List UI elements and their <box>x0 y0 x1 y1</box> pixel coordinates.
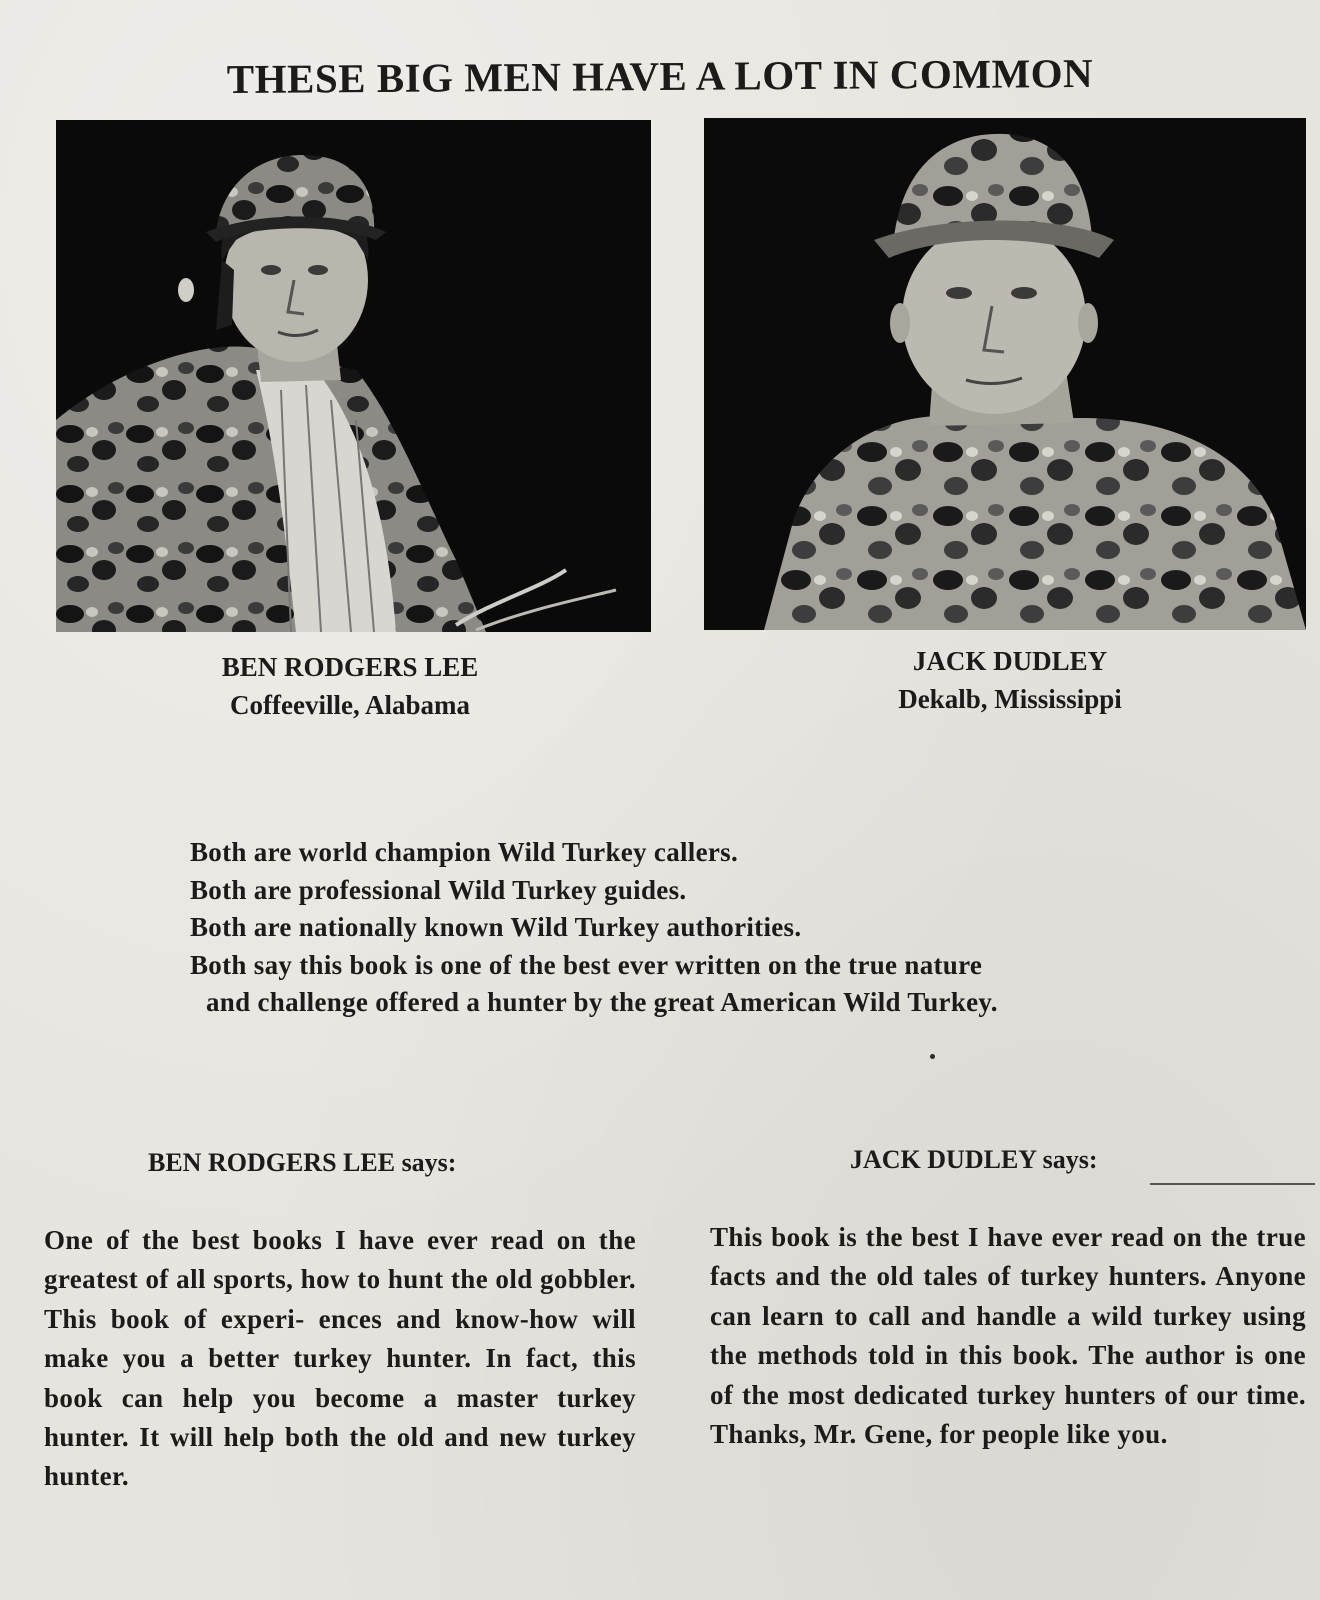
person-location: Dekalb, Mississippi <box>898 684 1122 714</box>
common-line: Both are world champion Wild Turkey callers. <box>190 837 739 867</box>
person-name: BEN RODGERS LEE <box>221 652 479 682</box>
testimonial-text-ben-rodgers-lee: One of the best books I have ever read on the greatest of all sports, how to hunt the old gobbler. This book of experi- ences and know-how will make you a better turkey hunter. In fact, this book can help you become a master turkey hunter. It will help both the old and new turkey hunter. <box>44 1225 636 1492</box>
caption-ben-rodgers-lee <box>150 648 550 724</box>
common-line: and challenge offered a hunter by the great American Wild Turkey. <box>206 987 998 1017</box>
person-location: Coffeeville, Alabama <box>230 690 470 720</box>
testimonial-text-jack-dudley: This book is the best I have ever read on the true facts and the old tales of turkey hunters. Anyone can learn to call and handle a wild turkey using the methods told in this book. The author is one of the most dedicated turkey hunters of our time. Thanks, Mr. Gene, for people like you. <box>710 1222 1306 1450</box>
caption-jack-dudley <box>810 642 1210 718</box>
testimonial-heading-jack-dudley: JACK DUDLEY says: <box>850 1145 1098 1174</box>
print-speck <box>930 1054 935 1059</box>
headline: THESE BIG MEN HAVE A LOT IN COMMON <box>226 49 1094 103</box>
scuff-mark <box>1150 1183 1315 1185</box>
person-name: JACK DUDLEY <box>912 646 1108 676</box>
common-line: Both say this book is one of the best ever written on the true nature <box>190 949 983 980</box>
common-line: Both are professional Wild Turkey guides. <box>190 874 687 905</box>
portrait-photo-ben-rodgers-lee <box>56 120 651 632</box>
testimonial-heading-ben-rodgers-lee: BEN RODGERS LEE says: <box>148 1148 457 1177</box>
common-line: Both are nationally known Wild Turkey authorities. <box>190 912 802 942</box>
portrait-photo-jack-dudley <box>704 118 1306 630</box>
common-traits-list <box>190 834 1190 1022</box>
